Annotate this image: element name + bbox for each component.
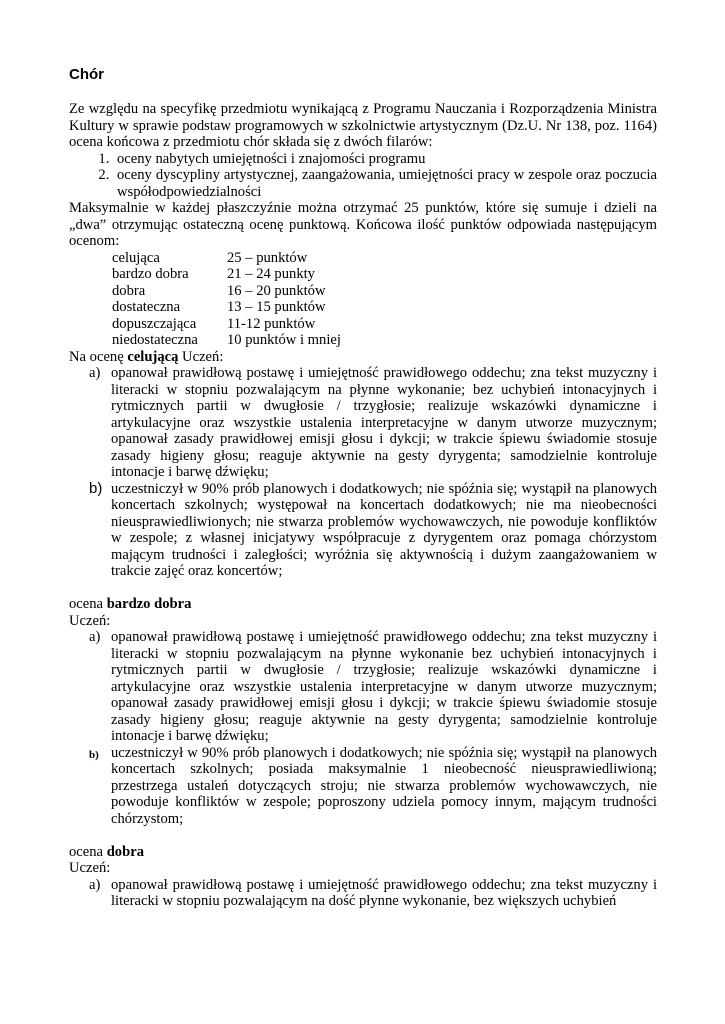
criterion-b: [89, 744, 657, 828]
points-paragraph: Maksymalnie w każdej płaszczyźnie można otrzymać 25 punktów, które się sumuje i dzieli na „dwa” otrzymując ostateczną ocenę punktową. Końcowa ilość punktów odpowiada następującym ocenom:: [69, 200, 657, 249]
student-label: Uczeń:: [69, 612, 111, 629]
pillar-item: 2. oceny dyscypliny artystycznej, zaangażowania, umiejętności pracy w zespole oraz poczucia współodpowiedzialności: [113, 167, 657, 200]
grade-points: 21 – 24 punkty: [227, 266, 315, 282]
criterion-text: opanował prawidłową postawę i umiejętność prawidłowego oddechu; zna tekst muzyczny i literacki w stopniu pozwalającym na płynne wykonanie; bez uchybień intonacyjnych i rytmicznych partii w dwugłosie / trzygłosie; realizuje wskazówki dynamiczne i artykulacyjne oraz wszystkie ustalenia interpretacyjne w danym utworze muzycznym; opanował zasady prawidłowej emisji głosu i dykcji; w trakcie śpiewu świadomie stosuje zasady higieny głosu; reaguje aktywnie na gesty dyrygenta; samodzielnie kontroluje intonacje i barwę dźwięku;: [111, 365, 657, 480]
heading-suffix: Uczeń:: [178, 348, 224, 365]
criterion-marker: a): [89, 365, 101, 381]
criterion-a: [89, 365, 657, 481]
grade-name: dostateczna: [112, 299, 181, 315]
grade-row: [112, 266, 341, 283]
criterion-marker: b): [89, 479, 103, 497]
grade-label: celującą: [127, 348, 179, 365]
grade-label: dobra: [106, 843, 144, 860]
grade-row: [112, 299, 341, 316]
criterion-a: [89, 629, 657, 745]
pillars-list: [69, 151, 657, 201]
grade-points: 13 – 15 punktów: [227, 299, 326, 315]
document-body: [69, 101, 657, 910]
heading-prefix: Na ocenę: [69, 348, 128, 365]
criterion-marker: b): [89, 748, 99, 761]
grade-row: [112, 316, 341, 333]
criterion-marker: a): [89, 629, 101, 645]
criterion-text: opanował prawidłową postawę i umiejętność prawidłowego oddechu; zna tekst muzyczny i literacki w stopniu pozwalającym na dość płynne wykonanie, bez większych uchybień: [111, 876, 657, 909]
pillar-item: 1. oceny nabytych umiejętności i znajomości programu: [113, 151, 657, 168]
grade-points: 11-12 punktów: [227, 315, 316, 332]
heading-prefix: ocena: [69, 596, 107, 612]
section-celujaca-heading: [69, 349, 657, 366]
document-title: Chór: [69, 66, 104, 83]
grade-name: dobra: [112, 282, 146, 299]
grade-name: bardzo dobra: [112, 266, 189, 282]
grade-row: [112, 283, 341, 300]
section-dobra-heading: [69, 844, 657, 861]
criterion-marker: a): [89, 876, 101, 893]
grade-name: dopuszczająca: [112, 315, 197, 332]
criterion-b: [89, 479, 657, 580]
grade-row: [112, 250, 341, 267]
criterion-text: uczestniczył w 90% prób planowych i dodatkowych; nie spóźnia się; wystąpił na planowych koncertach szkolnych; posiada maksymalnie 1 nieobecność nieusprawiedliwioną; przestrzega ustaleń dotyczących stroju; nie stwarza problemów wychowawczych, nie powoduje konfliktów w zespole; poproszony udziela pomocy innym, mającym trudności chórzystom;: [111, 744, 657, 827]
grade-label: bardzo dobra: [106, 596, 192, 612]
grade-row: [112, 332, 341, 349]
heading-prefix: ocena: [69, 843, 107, 860]
criterion-text: uczestniczył w 90% prób planowych i dodatkowych; nie spóźnia się; wystąpił na planowych koncertach szkolnych; występował na koncertach dodatkowych; nie ma nieobecności nieusprawiedliwionych; nie stwarza problemów wychowawczych, nie powoduje konfliktów w zespole; z własnej inicjatywy współpracuje z dyrygentem oraz pomaga chórzystom mającym trudności i zaległości; wyróżnia się aktywnością i dużym zaangażowaniem w trakcie zajęć oraz koncertów;: [111, 480, 657, 579]
section-bardzo-dobra-heading: [69, 596, 657, 613]
grade-points: 10 punktów i mniej: [227, 332, 341, 348]
intro-paragraph: Ze względu na specyfikę przedmiotu wynikającą z Programu Nauczania i Rozporządzenia Ministra Kultury w sprawie podstaw programowych w szkolnictwie artystycznym (Dz.U. Nr 138, poz. 1164) ocena końcowa z przedmiotu chór składa się z dwóch filarów:: [69, 101, 657, 150]
grade-name: celująca: [112, 249, 160, 266]
grade-points: 25 – punktów: [227, 249, 308, 266]
grade-name: niedostateczna: [112, 332, 198, 348]
grade-points: 16 – 20 punktów: [227, 282, 326, 299]
student-label: Uczeń:: [69, 860, 111, 876]
grade-scale-table: [112, 250, 341, 349]
criterion-a: [89, 876, 657, 910]
criterion-text: opanował prawidłową postawę i umiejętność prawidłowego oddechu; zna tekst muzyczny i literacki w stopniu pozwalającym na płynne wykonanie bez uchybień intonacyjnych i rytmicznych partii w dwugłosie / trzygłosie; realizuje wskazówki dynamiczne i artykulacyjne oraz wszystkie ustalenia interpretacyjne w danym utworze muzycznym; opanował zasady prawidłowej emisji głosu i dykcji; w trakcie śpiewu świadomie stosuje zasady higieny głosu; reaguje aktywnie na gesty dyrygenta; samodzielnie kontroluje intonacje i barwę dźwięku;: [111, 629, 657, 744]
